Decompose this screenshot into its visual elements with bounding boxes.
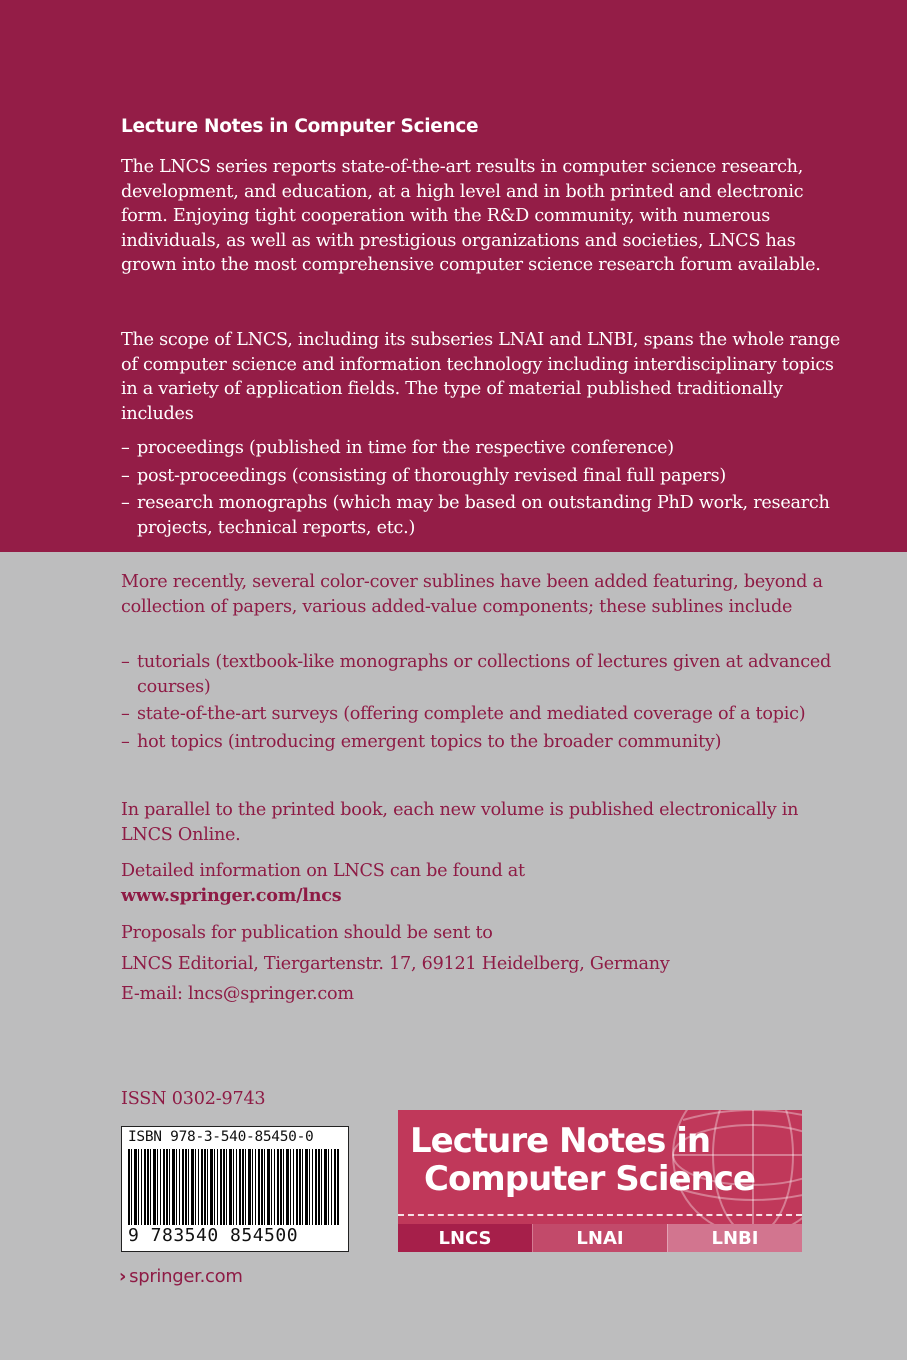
material-list [121, 436, 851, 543]
logo-title-line2: Computer Science [424, 1159, 755, 1199]
scope-paragraph: The scope of LNCS, including its subseries LNAI and LNBI, spans the whole range of computer science and information technology including interdisciplinary topics in a variety of application fields. The type of material published traditionally includes [121, 330, 841, 424]
barcode [121, 1126, 349, 1252]
logo-title [410, 1122, 755, 1198]
springer-link[interactable] [119, 1266, 243, 1287]
lncs-logo [398, 1110, 802, 1252]
barcode-digits: 9 783540 854500 [128, 1225, 299, 1246]
editorial-address: LNCS Editorial, Tiergartenstr. 17, 69121 Heidelberg, Germany [121, 954, 670, 974]
series-heading: Lecture Notes in Computer Science [121, 116, 479, 137]
barcode-bars [128, 1149, 340, 1225]
logo-divider [398, 1214, 802, 1216]
logo-tab-lnbi: LNBI [667, 1224, 802, 1252]
list-item: – research monographs (which may be based on outstanding PhD work, research projects, technical reports, etc.) [121, 491, 851, 540]
lncs-url-link[interactable]: www.springer.com/lncs [121, 884, 342, 906]
online-paragraph: In parallel to the printed book, each new volume is published electronically in LNCS Online. [121, 800, 799, 845]
issn-number: ISSN 0302-9743 [121, 1089, 266, 1109]
intro-paragraph: The LNCS series reports state-of-the-art results in computer science research, development, and education, at a high level and in both printed and electronic form. Enjoying tight cooperation with the R&D community, with numerous individuals, as well as with prestigious organizations and societies, LNCS has grown into the most comprehensive computer science research forum available. [121, 157, 821, 276]
sublines-paragraph: More recently, several color-cover sublines have been added featuring, beyond a collection of papers, various added-value components; these sublines include [121, 572, 823, 617]
proposals-text: Proposals for publication should be sent to [121, 923, 493, 943]
info-paragraph [121, 859, 851, 908]
list-item: – hot topics (introducing emergent topics to the broader community) [121, 730, 851, 755]
list-item: – proceedings (published in time for the respective conference) [121, 436, 851, 461]
sublines-list [121, 650, 851, 757]
list-item: – post-proceedings (consisting of thoroughly revised final full papers) [121, 464, 851, 489]
logo-tab-lnai: LNAI [532, 1224, 667, 1252]
logo-tab-lncs: LNCS [398, 1224, 532, 1252]
info-text: Detailed information on LNCS can be found at [121, 861, 525, 881]
isbn-number: ISBN 978-3-540-85450-0 [128, 1129, 314, 1145]
list-item: – tutorials (textbook-like monographs or collections of lectures given at advanced courses) [121, 650, 851, 699]
chevron-right-icon: › [119, 1266, 127, 1287]
email-address: E-mail: lncs@springer.com [121, 984, 354, 1004]
springer-link-text: springer.com [129, 1266, 243, 1287]
logo-subseries-strip [398, 1224, 802, 1252]
list-item: – state-of-the-art surveys (offering complete and mediated coverage of a topic) [121, 702, 851, 727]
top-panel [0, 0, 907, 552]
logo-title-line1: Lecture Notes in [410, 1121, 711, 1161]
